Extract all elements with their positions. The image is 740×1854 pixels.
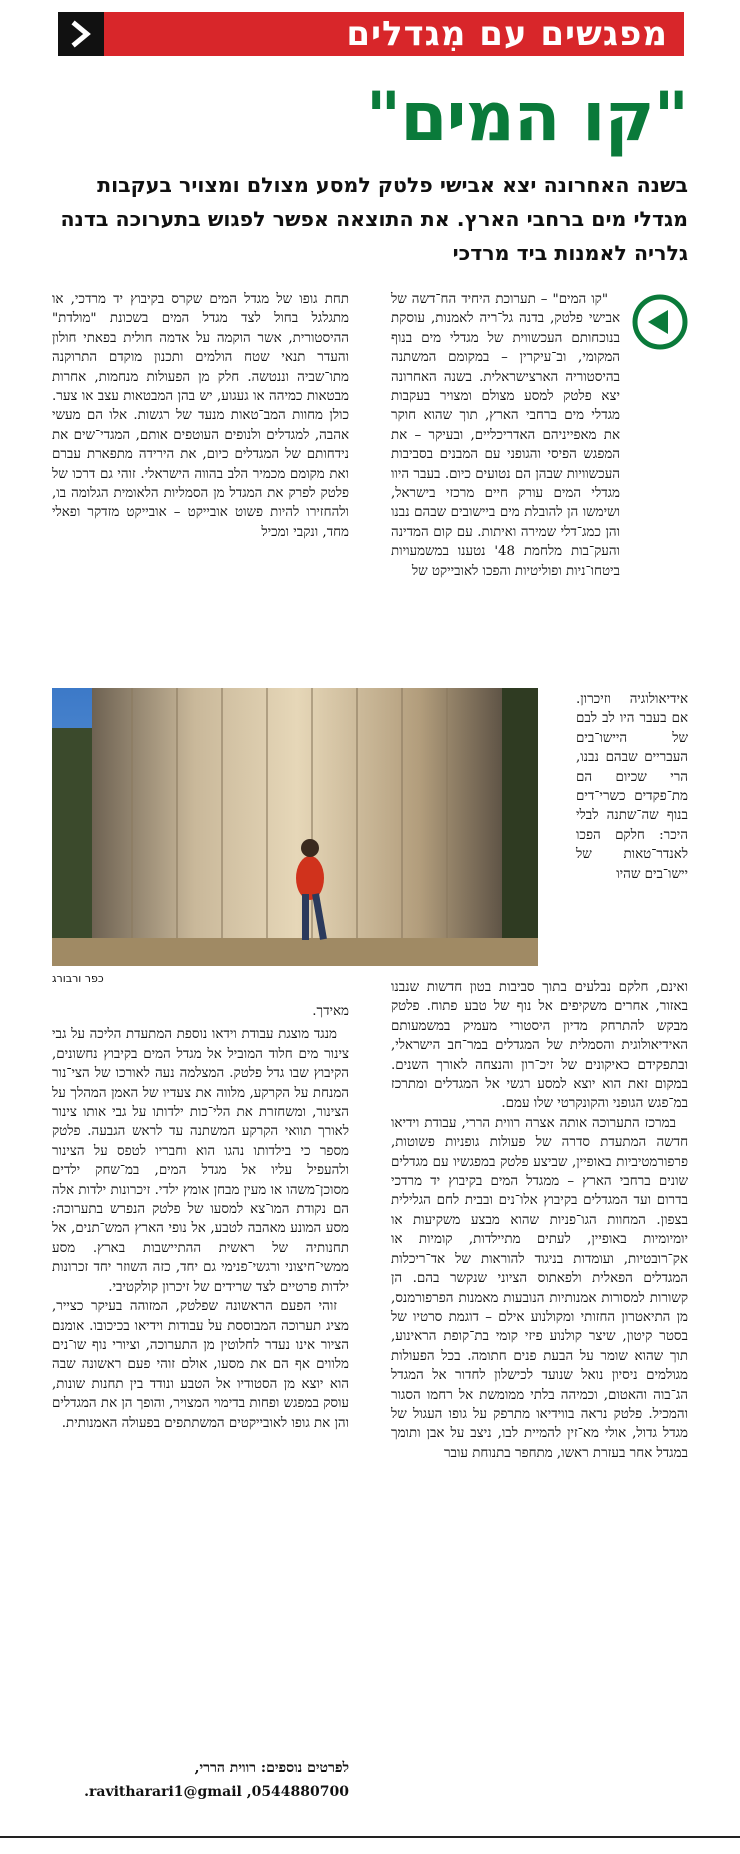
article-subhead: בשנה האחרונה יצא אבישי פלטק למסע מצולם ומצויר בעקבות מגדלי מים ברחבי הארץ. את התוצאה אפשר לפגוש בתערוכה בדנה גלריה לאמנות ביד מרדכי bbox=[60, 173, 688, 265]
column-right-top bbox=[391, 290, 688, 581]
paragraph: תחת גופו של מגדל המים שקרס בקיבוץ יד מרדכי, או מתגלגל בחול לצד מגדל המים בשכונת "מולדת" ההיסטורית, אשר הוקמה על אדמה חולית בפאתי חולון והעדר תנאי שטח הולמים ותכנון מוקדם התרוקנה מתו־שביה וננטשה. חלק מן הפעולות מנחמות, אחרות מבטאות כמיהה או געגוע, יש בהן המבטאות עצב או צער. כולן מחוות המב־טאות מנעד של רגשות. אלו הם מעשי אהבה, למגדלים ולנופים העוטפים אותם, המגדי־שים את נידחותם של המגדלים כיום, את הירידה מתפארת עברם ואת מקומם מכמיר הלב בהווה הישראלי. זוהי גם דרכו של פלטק לפרק את המגדל מן הסמליות הלאומית הגלומה בו, ולהחזירו להיות פשוט אובייקט – אובייקט מזדקר ופאלי מחד, ונקבי ומכיל bbox=[52, 292, 349, 540]
photo-caption: כפר ורבורג bbox=[52, 972, 104, 985]
contact-info bbox=[52, 1756, 349, 1804]
chevron-right-icon-svg bbox=[67, 20, 95, 48]
page-divider bbox=[0, 1836, 740, 1838]
section-title-box bbox=[104, 12, 684, 56]
paragraph: מאידך. bbox=[312, 1004, 349, 1019]
contact-line: לפרטים נוספים: רווית הררי, bbox=[194, 1760, 349, 1776]
section-title: מפגשים עם מִגדלים bbox=[346, 14, 668, 54]
paragraph: ואינם, חלקם נבלעים בתוך סביבות בטון חדשות שנבנו באזור, אחרים משקיפים אל נוף של טבע פתוח. פלטק מבקש להתרחק מדיון היסטורי מעמיק במשמעותם האידיאולוגית והסמלית של המגדלים במר־חב הישראלי, ובתפקידם כאיקונים של זיכ־רון והנצחה לאורך השנים. במקום זאת הוא יוצא למסע רגשי אל המגדלים ומתרכז במ־פגש הגופני והקונקרטי שלו עמם. bbox=[391, 980, 688, 1112]
section-header bbox=[52, 12, 684, 56]
article-headline: "קו המים" bbox=[365, 78, 688, 157]
paragraph: אידיאולוגיה וזיכרון. אם בעבר היו לב לבם של היישו־בים העבריים שבהם נבנו, הרי שכיום הם מת־פקדים כשרי־דים בנוף שה־שתנה לבלי היכר: חלקם הפכו לאנדר־טאות של יישו־בים שהיו bbox=[576, 692, 688, 882]
paragraph: במרכז התערוכה אותה אצרה רווית הררי, עבודת וידיאו חדשה המתעדת סדרה של פעולות גופניות פשוטות, פרפורמטיביות באופיין, שביצע פלטק במפגשיו עם מגדלים שונים ברחבי הארץ – ממגדל המים בקיבוץ יד מרדכי בדרום ועד המגדלים בקיבוץ אלו־נים ובבית לחם הגלילית בצפון. המחוות הגו־פניות שהוא מבצע משקיעות או יומיומיות באופיין, לעתים מתיילדות, קומיות או אק־רובטיות, ועומדות בניגוד להוראות של אד־ריכלות המגדלים הפאלית ולפאתוס הציוני שנקשר בהם. הן קשורות למסורות אמנותיות הנובעות מאמנות הפרפורמנס, מן התיאטרון החזותי ומקולנוע אילם – דוגמת סרטיו של בסטר קיטון, שיצר קולנוע פיזי קומי בת־קופת הראינוע, תוך שהוא שומר על הבעת פנים חתומה. בכל הפעולות מגולמים ניסיון נואל שנועד לכישלון לחדור אל המגדל הג־בוה והאטום, וכמיהה בלתי ממומשת אל רחמו הסגור והמכיל. פלטק נראה בווידיאו מתרפק על גופו העגול של מגדל גדול, אולי מא־זין להמיית לבו, ניצב על אבן ותומך במגדל אחר בעזרת ראשו, מתחפר בתנוחת עובר bbox=[391, 1115, 688, 1461]
paragraph: "קו המים" – תערוכת היחיד הח־דשה של אבישי פלטק, בדנה גל־ריה לאמנות, עוסקת בנוכחותם העכשווית של מגדלי מים בנוף המקומי, וב־עיקרין – במקומם המשתנה בהיסטוריה הארצישראלית. בשנה האחרונה יצא פלטק למסע מצולם ומצויר בעקבות מגדלי מים ברחבי הארץ, תוך שהוא חוקר את מאפייניהם האדריכליים, ובעיקר – את המפגש הפיסי והגופני עם המבנים בסביבות העכשוויות שבהן הם נטועים כיום. בעבר היוו מגדלי המים עורק חיים מרכזי בישראל, ושימשו הן להובלת מים ביישובים שבהם נבנו והן כמג־דלי שמירה ואיתות. עם קום המדינה והעק־בות מלחמת 48' נטענו במשמעויות ביטחו־ניות ופוליטיות והפכו לאובייקט של bbox=[391, 292, 620, 579]
column-right-narrow bbox=[576, 690, 688, 884]
paragraph: זוהי הפעם הראשונה שפלטק, המזוהה בעיקר כצייר, מציג תערוכה המבוססת על עבודות וידיאו בכיכובו. אומנם הציור אינו נעדר לחלוטין מן התערוכה, וציורי נוף שו־נים מלווים אף הם את מסעו, אולם זוהי פעם ראשונה שבה הוא יוצא מן הסטודיו אל הטבע ונודד בין תחנות שונות, עוסק במפגש ופחות בדימוי המצויר, והופך הן את המגדלים והן את גופו לאובייקטים המשתתפים בפעולה האמנותית. bbox=[52, 1299, 349, 1431]
paragraph: מנגד מוצגת עבודת וידאו נוספת המתעדת הליכה על גבי צינור מים חלוד המוביל אל מגדל המים בקיבוץ נחשונים, הקיבוץ שבו גדל פלטק. המצלמה נעה לאורכו של הצי־נור המנחת על הקרקע, מלווה את צעדיו של האמן המהלך על הצינור, ומשחזרת את הלי־כות ילדותו על גבי אותו צינור לאורך תוואי הקרקע המשתנה עד לראש הגבעה. פלטק מספר כי בילדותו נהגו הוא וחבריו לטפס על הצינור ולהעפיל עליו אל מגדל המים, במ־שחק ילדים מסוכן־משהו או מעין מבחן אומץ ילדי. זיכרונות ילדות אלה הם נקודת המו־צא למסעו של פלטק הנפרש בתערוכה: מסע המונע מאהבה לטבע, אל נופי הארץ המש־תנים, אל תחנותיה של ראשית ההתיישבות בארץ. מסע ממשי־חיצוני ורגשי־פנימי גם יחד, כזה השוזר יחד זכרונות ילדות פרטיים לצד שרידים של זיכרון קולקטיבי. bbox=[52, 1027, 349, 1295]
contact-line: 0544880700, ravitharari1@gmail. bbox=[84, 1784, 349, 1800]
chevron-right-icon[interactable] bbox=[58, 12, 104, 56]
column-right-lower bbox=[391, 978, 688, 1463]
column-left-lower bbox=[52, 1002, 349, 1433]
column-left-top bbox=[52, 290, 349, 542]
water-tower-photo bbox=[52, 688, 538, 966]
